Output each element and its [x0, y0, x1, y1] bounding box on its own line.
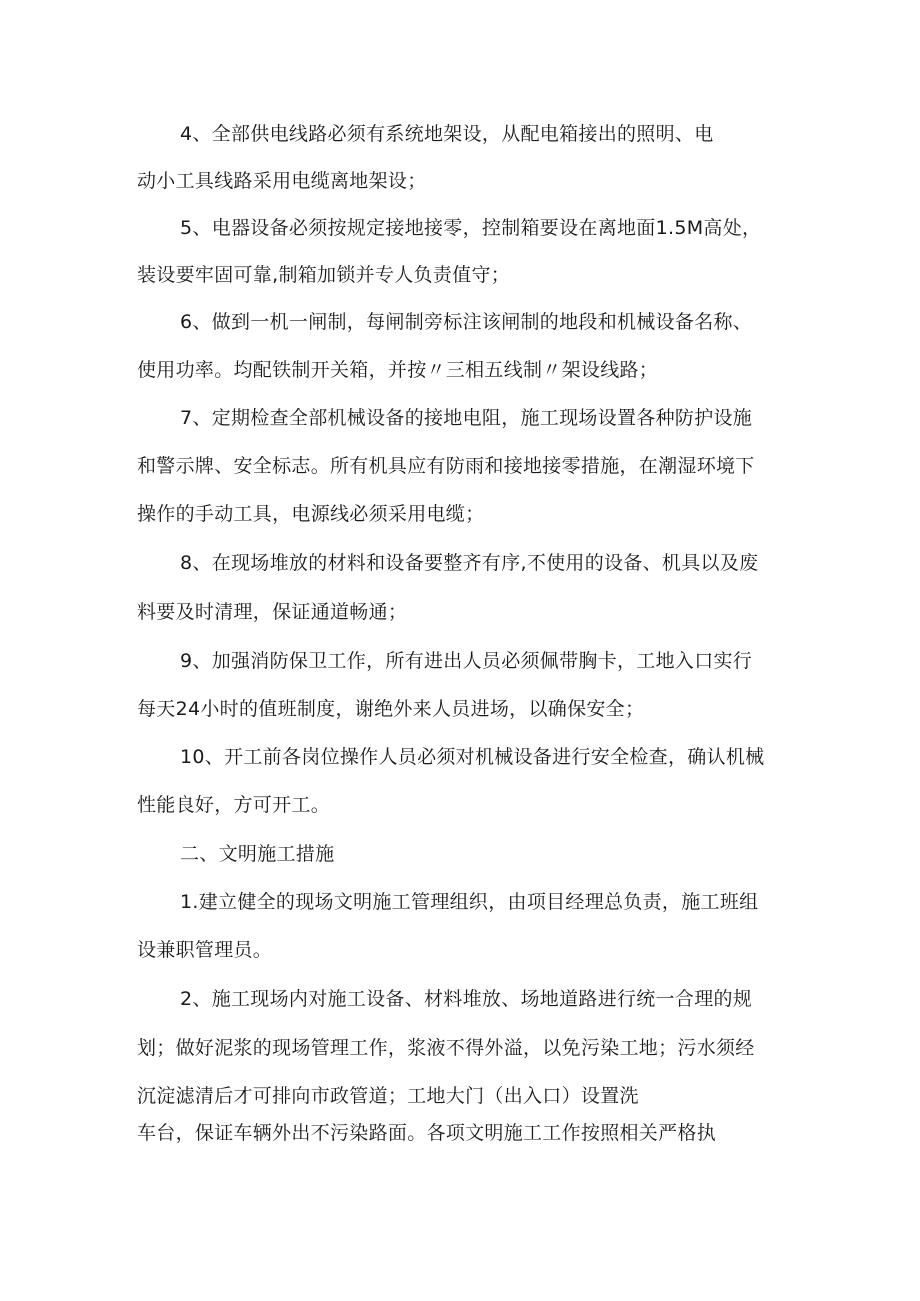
paragraph-8-line-1: 8、在现场堆放的材料和设备要整齐有序,不使用的设备、机具以及废	[180, 552, 759, 574]
paragraph-5-line-1: 5、电器设备必须按规定接地接零，控制箱要设在离地面1.5M高处，	[180, 217, 762, 239]
paragraph-7-line-1: 7、定期检查全部机械设备的接地电阻，施工现场设置各种防护设施	[180, 407, 753, 429]
paragraph-4-line-1: 4、全部供电线路必须有系统地架设，从配电箱接出的照明、电	[180, 123, 714, 145]
paragraph-6-line-2: 使用功率。均配铁制开关箱，并按〃三相五线制〃架设线路；	[137, 359, 659, 381]
paragraph-8-line-2: 料要及时清理，保证通道畅通；	[137, 601, 408, 623]
paragraph-9-line-1: 9、加强消防保卫工作，所有进出人员必须佩带胸卡，工地入口实行	[180, 650, 753, 672]
paragraph-6-line-1: 6、做到一机一闸制，每闸制旁标注该闸制的地段和机械设备名称、	[180, 311, 753, 333]
paragraph-10-line-1: 10、开工前各岗位操作人员必须对机械设备进行安全检查，确认机械	[180, 746, 765, 768]
section-heading: 二、文明施工措施	[180, 843, 335, 865]
section-item-2-line-1: 2、施工现场内对施工设备、材料堆放、场地道路进行统一合理的规	[180, 988, 753, 1010]
section-item-1-line-2: 设兼职管理员。	[137, 939, 273, 961]
section-item-1-line-1: 1.建立健全的现场文明施工管理组织，由项目经理总负责，施工班组	[180, 891, 759, 913]
paragraph-9-line-2: 每天24小时的值班制度，谢绝外来人员进场，以确保安全；	[137, 698, 645, 720]
paragraph-7-line-3: 操作的手动工具，电源线必须采用电缆；	[137, 503, 485, 525]
section-item-2-line-3: 沉淀滤清后才可排向市政管道；工地大门（出入口）设置洗	[137, 1085, 639, 1107]
section-item-2-line-4: 车台，保证车辆外出不污染路面。各项文明施工工作按照相关严格执	[137, 1122, 717, 1144]
section-item-2-line-2: 划；做好泥浆的现场管理工作，浆液不得外溢，以免污染工地；污水须经	[137, 1037, 755, 1059]
paragraph-4-line-2: 动小工具线路采用电缆离地架设；	[137, 170, 427, 192]
paragraph-5-line-2: 装设要牢固可靠,制箱加锁并专人负责值守；	[137, 264, 511, 286]
paragraph-7-line-2: 和警示牌、安全标志。所有机具应有防雨和接地接零措施，在潮湿环境下	[137, 455, 755, 477]
paragraph-10-line-2: 性能良好，方可开工。	[137, 794, 331, 816]
